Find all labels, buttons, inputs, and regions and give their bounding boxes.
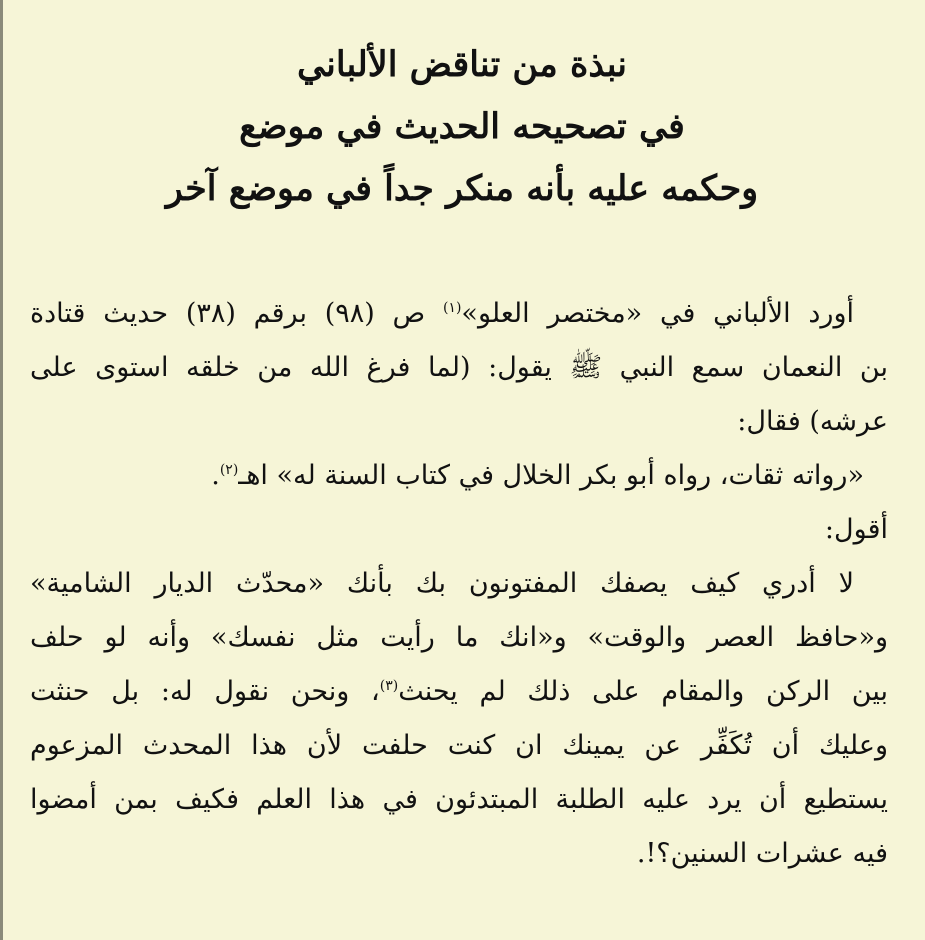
paragraph-2-line-3 <box>30 665 888 719</box>
page-left-border <box>0 0 3 940</box>
footnote-ref-3[interactable]: (٣) <box>379 678 399 694</box>
chapter-title <box>12 34 912 220</box>
quote-text: «رواته ثقات، رواه أبو بكر الخلال في كتاب السنة له» اهـ <box>238 460 864 491</box>
paragraph-2-line-1: لا أدري كيف يصفك المفتونون بك بأنك «محدّث الديار الشامية» <box>30 568 854 599</box>
paragraph-2-line-2: و«حافظ العصر والوقت» و«انك ما رأيت مثل نفسك» وأنه لو حلف <box>30 622 888 653</box>
paragraph-2-line-3-part-b: ، ونحن نقول له: بل حنثت <box>30 676 380 707</box>
body-text <box>30 287 888 881</box>
aqool-heading: أقول: <box>824 514 888 545</box>
title-line-2: في تصحيحه الحديث في موضع <box>239 106 685 147</box>
title-line-3: وحكمه عليه بأنه منكر جداً في موضع آخر <box>165 168 759 209</box>
paragraph-1-line-2: بن النعمان سمع النبي ﷺ يقول: (لما فرغ الله من خلقه استوى على <box>30 352 888 383</box>
paragraph-2-line-4: وعليك أن تُكَفِّر عن يمينك ان كنت حلفت لأن هذا المحدث المزعوم <box>30 730 888 761</box>
quote-line <box>30 449 888 503</box>
paragraph-1-line-1 <box>30 287 888 341</box>
paragraph-1-line-1-part-a: أورد الألباني في «مختصر العلو» <box>461 298 854 329</box>
quote-end: . <box>211 460 220 491</box>
footnote-ref-1[interactable]: (١) <box>442 300 462 316</box>
footnote-ref-2[interactable]: (٢) <box>219 462 239 478</box>
paragraph-2-line-3-part-a: بين الركن والمقام على ذلك لم يحنث <box>398 676 888 707</box>
document-page <box>12 0 912 940</box>
paragraph-2-line-5: يستطيع أن يرد عليه الطلبة المبتدئون في هذا العلم فكيف بمن أمضوا <box>30 784 888 815</box>
paragraph-1-line-3: عرشه) فقال: <box>737 406 888 437</box>
title-line-1: نبذة من تناقض الألباني <box>296 44 628 85</box>
paragraph-1-line-1-part-b: ص (٩٨) برقم (٣٨) حديث قتادة <box>30 298 443 329</box>
paragraph-2-line-6: فيه عشرات السنين؟!. <box>636 838 888 869</box>
